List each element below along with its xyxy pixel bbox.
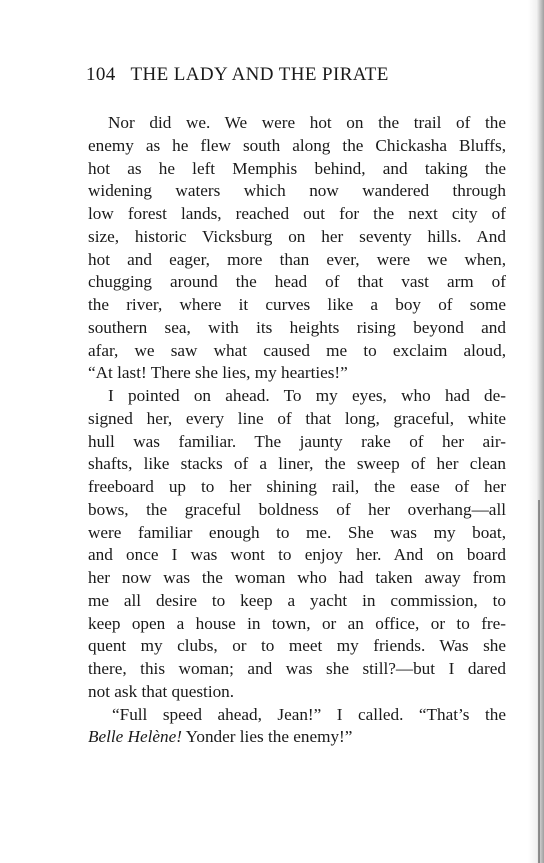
text-line: chugging around the head of that vast arm of — [88, 272, 506, 292]
text-line: not ask that question. — [88, 681, 235, 701]
paragraph — [88, 704, 506, 750]
text-line: Nor did we. We were hot on the trail of the — [108, 113, 506, 132]
text-line: me all desire to keep a yacht in commission, to — [88, 590, 506, 610]
text-fragment: Yonder lies the enemy!” — [182, 727, 353, 747]
page-number: 104 — [86, 64, 116, 85]
text-line: quent my clubs, or to meet my friends. Was she — [88, 636, 506, 656]
paragraph — [88, 385, 506, 704]
running-title: THE LADY AND THE PIRATE — [130, 64, 389, 85]
text-line: bows, the graceful boldness of her overhang—all — [88, 499, 506, 519]
text-line: I pointed on ahead. To my eyes, who had de- — [108, 386, 506, 405]
page-edge-shadow — [528, 0, 544, 863]
text-line: the river, where it curves like a boy of some — [88, 295, 506, 314]
text-line: “Full speed ahead, Jean!” I called. “That’s the — [112, 704, 506, 724]
text-line: freeboard up to her shining rail, the ease of her — [88, 477, 506, 496]
text-line: and once I was wont to enjoy her. And on board — [88, 545, 506, 565]
text-line: enemy as he flew south along the Chickasha Bluffs, — [88, 135, 506, 155]
text-line: keep open a house in town, or an office, or to fre- — [88, 613, 506, 633]
paragraph — [88, 112, 506, 385]
running-head — [86, 64, 506, 86]
text-line: afar, we saw what caused me to exclaim aloud, — [88, 340, 506, 360]
text-line: were familiar enough to me. She was my boat, — [88, 522, 506, 542]
text-line: hull was familiar. The jaunty rake of her air- — [88, 431, 506, 451]
text-line: signed her, every line of that long, graceful, white — [88, 408, 506, 428]
text-line: hot and eager, more than ever, were we when, — [88, 249, 506, 269]
text-line: hot as he left Memphis behind, and taking the — [88, 158, 506, 178]
text-line: her now was the woman who had taken away from — [88, 568, 506, 587]
text-line: size, historic Vicksburg on her seventy hills. And — [88, 226, 506, 246]
text-line — [88, 726, 506, 749]
page-edge-line — [538, 500, 540, 863]
text-line: “At last! There she lies, my hearties!” — [88, 363, 348, 383]
ship-name: Belle Helène! — [88, 727, 182, 747]
text-line: there, this woman; and was she still?—but I dared — [88, 659, 506, 678]
text-line: widening waters which now wandered through — [88, 181, 506, 201]
text-line: shafts, like stacks of a liner, the sweep of her clean — [88, 454, 506, 474]
text-line: southern sea, with its heights rising beyond and — [88, 317, 506, 337]
text-line: low forest lands, reached out for the next city of — [88, 204, 506, 223]
body-text — [88, 112, 506, 749]
